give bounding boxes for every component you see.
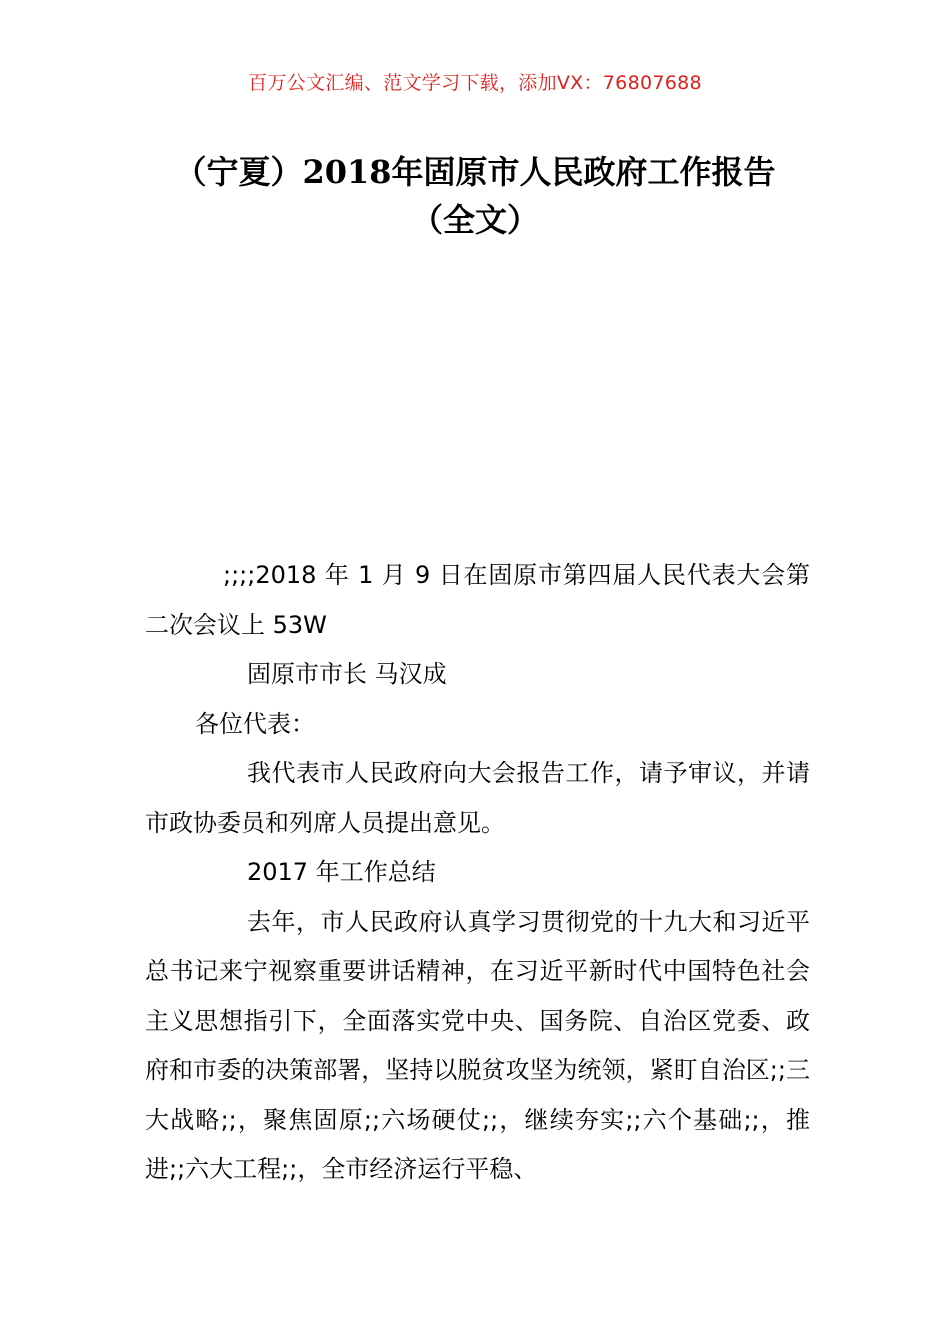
speaker-line: 固原市市长 马汉成 [247,660,447,688]
title-line-1: （宁夏）2018年固原市人民政府工作报告 [174,153,776,191]
document-title [120,148,830,244]
section-heading: 2017 年工作总结 [247,858,436,886]
header-contact-note: 百万公文汇编、范文学习下载，添加VX：76807688 [248,72,702,94]
salutation: 各位代表： [195,709,315,738]
title-line-2: （全文） [410,201,539,239]
intro-paragraph: 我代表市人民政府向大会报告工作，请予审议，并请市政协委员和列席人员提出意见。 [145,759,810,837]
paragraph-1: 去年，市人民政府认真学习贯彻党的十九大和习近平总书记来宁视察重要讲话精神，在习近平新时代中国特色社会主义思想指引下，全面落实党中央、国务院、自治区党委、政府和市委的决策部署，坚持以脱贫攻坚为统领，紧盯自治区;;三大战略;;，聚焦固原;;六场硬仗;;，继续夯实;;六个基础;;，推进;;六大工程;;，全市经济运行平稳、 [145,907,810,1183]
document-body [145,551,810,1195]
meeting-info: ;;;;2018 年 1 月 9 日在固原市第四届人民代表大会第二次会议上 53W [145,561,810,639]
